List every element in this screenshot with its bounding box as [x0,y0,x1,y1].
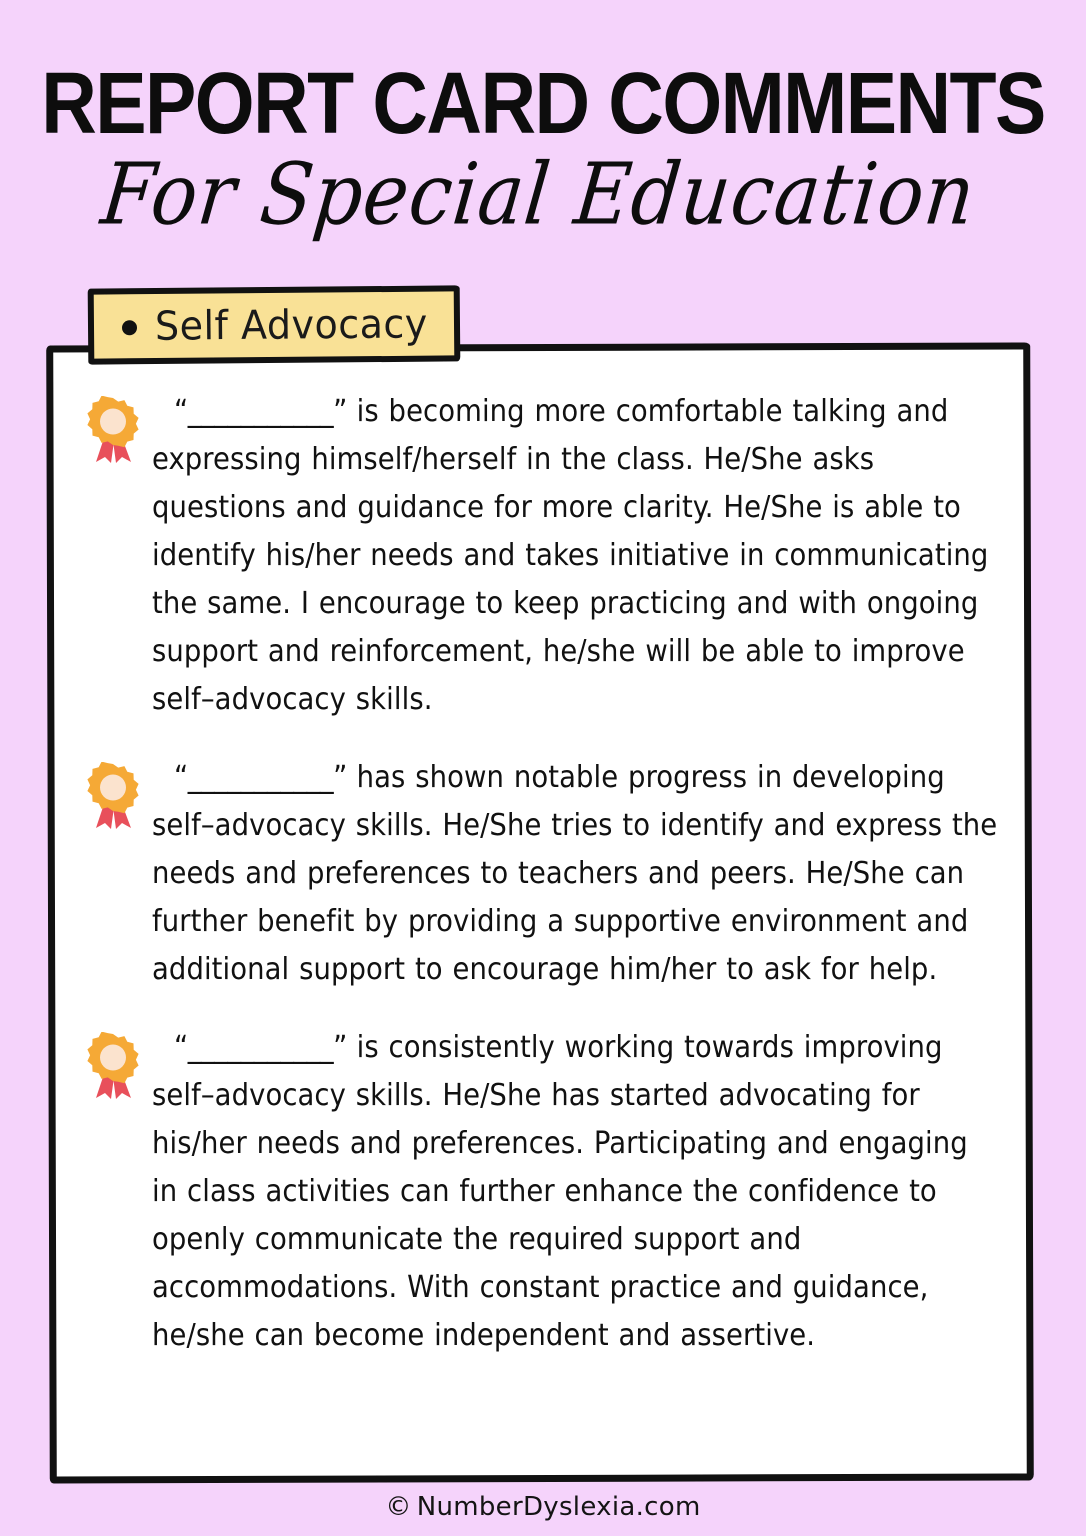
footer-attribution [0,1492,1086,1522]
comment-item [80,754,1002,994]
poster-header [0,0,1086,280]
comment-body: has shown notable progress in developing self–advocacy skills. He/She tries to identify and express the needs and preferences to teachers and peers. He/She can further benefit by providing a supportive environment and additional support to encourage him/her to ask for help. [152,760,998,987]
comment-item [80,1024,1002,1360]
award-rosette-icon [86,1032,140,1100]
comment-item [80,388,1002,724]
page-title: REPORT CARD COMMENTS [41,54,1045,153]
comment-text [152,388,1002,724]
student-name-blank: “___________” [174,1030,347,1065]
comment-body: is becoming more comfortable talking and expressing himself/herself in the class. He/She asks questions and guidance for more clarity. He/She is able to identify his/her needs and takes initiative in communicating the same. I encourage to keep practicing and with ongoing support and reinforcement, he/she will be able to improve self–advocacy skills. [152,394,989,717]
comments-list [48,344,1032,1482]
student-name-blank: “___________” [174,394,347,429]
section-tag [88,285,461,364]
bullet-dot-icon [122,320,137,335]
page-subtitle: For Special Education [97,144,981,244]
student-name-blank: “___________” [174,760,347,795]
comment-text [152,754,1002,994]
footer-site-label: NumberDyslexia.com [416,1492,701,1522]
comment-body: is consistently working towards improving self–advocacy skills. He/She has started advocating for his/her needs and preferences. Participating and engaging in class activities can further enhance the confidence to openly communicate the required support and accommodations. With constant practice and guidance, he/she can become independent and assertive. [152,1030,968,1353]
section-tag-label: Self Advocacy [154,300,428,350]
copyright-icon: © [385,1492,412,1522]
award-rosette-icon [86,396,140,464]
comment-text [152,1024,1002,1360]
award-rosette-icon [86,762,140,830]
